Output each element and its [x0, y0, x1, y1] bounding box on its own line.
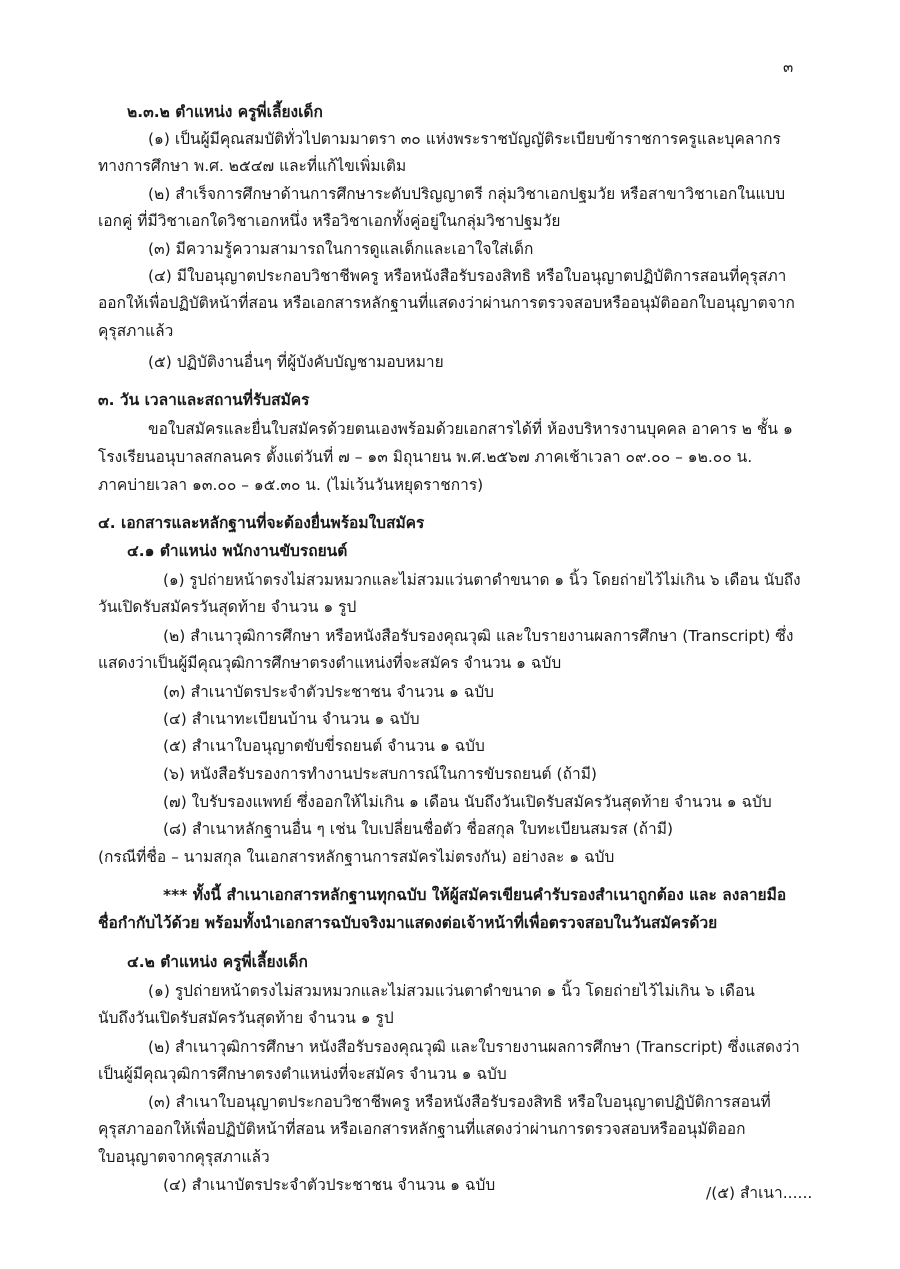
text-line: นับถึงวันเปิดรับสมัครวันสุดท้าย จำนวน ๑ รูป — [98, 1009, 394, 1027]
text-line: (๓) สำเนาใบอนุญาตประกอบวิชาชีพครู หรือหนังสือรับรองสิทธิ หรือใบอนุญาตปฏิบัติการสอนที่ — [148, 1093, 771, 1111]
text-line: (๔) สำเนาบัตรประจำตัวประชาชน จำนวน ๑ ฉบับ — [163, 1176, 496, 1194]
heading-line: ๔.๑ ตำแหน่ง พนักงานขับรถยนต์ — [127, 542, 348, 560]
text-line: (๕) สำเนาใบอนุญาตขับขี่รถยนต์ จำนวน ๑ ฉบับ — [163, 737, 485, 755]
text-line: (๒) สำเนาวุฒิการศึกษา หรือหนังสือรับรองคุณวุฒิ และใบรายงานผลการศึกษา (Transcript) ซึ่ง — [163, 627, 794, 645]
text-line: (๓) มีความรู้ความสามารถในการดูแลเด็กและเอาใจใส่เด็ก — [148, 240, 534, 258]
text-line: ออกให้เพื่อปฏิบัติหน้าที่สอน หรือเอกสารหลักฐานที่แสดงว่าผ่านการตรวจสอบหรืออนุมัติออกใบอนุญาตจาก — [98, 294, 795, 312]
text-line: (๑) รูปถ่ายหน้าตรงไม่สวมหมวกและไม่สวมแว่นตาดำขนาด ๑ นิ้ว โดยถ่ายไว้ไม่เกิน ๖ เดือน — [148, 982, 755, 1000]
text-line: (๑) เป็นผู้มีคุณสมบัติทั่วไปตามมาตรา ๓๐ แห่งพระราชบัญญัติระเบียบข้าราชการครูและบุคลากร — [148, 130, 781, 148]
continuation-note: /(๕) สำเนา...... — [706, 1184, 813, 1202]
text-line: เป็นผู้มีคุณวุฒิการศึกษาตรงตำแหน่งที่จะสมัคร จำนวน ๑ ฉบับ — [98, 1065, 507, 1083]
text-line: (๓) สำเนาบัตรประจำตัวประชาชน จำนวน ๑ ฉบับ — [163, 683, 495, 701]
text-line: ขอใบสมัครและยื่นใบสมัครด้วยตนเองพร้อมด้วยเอกสารได้ที่ ห้องบริหารงานบุคคล อาคาร ๒ ชั้น ๑ — [148, 420, 793, 438]
text-line: (๒) สำเนาวุฒิการศึกษา หนังสือรับรองคุณวุฒิ และใบรายงานผลการศึกษา (Transcript) ซึ่งแสดงว่า — [148, 1038, 800, 1056]
text-line: ใบอนุญาตจากคุรุสภาแล้ว — [98, 1148, 270, 1166]
text-line: ภาคบ่ายเวลา ๑๓.๐๐ – ๑๕.๓๐ น. (ไม่เว้นวันหยุดราชการ) — [98, 476, 484, 494]
heading-line: ๓. วัน เวลาและสถานที่รับสมัคร — [98, 391, 310, 409]
text-line: (๔) สำเนาทะเบียนบ้าน จำนวน ๑ ฉบับ — [163, 710, 420, 728]
heading-line: ๔. เอกสารและหลักฐานที่จะต้องยื่นพร้อมใบสมัคร — [98, 514, 425, 532]
text-line: (กรณีที่ชื่อ – นามสกุล ในเอกสารหลักฐานการสมัครไม่ตรงกัน) อย่างละ ๑ ฉบับ — [98, 848, 615, 866]
heading-line: ชื่อกำกับไว้ด้วย พร้อมทั้งนำเอกสารฉบับจริงมาแสดงต่อเจ้าหน้าที่เพื่อตรวจสอบในวันสมัครด้วย — [98, 914, 718, 932]
text-line: (๒) สำเร็จการศึกษาด้านการศึกษาระดับปริญญาตรี กลุ่มวิชาเอกปฐมวัย หรือสาขาวิชาเอกในแบบ — [148, 185, 786, 203]
heading-line: *** ทั้งนี้ สำเนาเอกสารหลักฐานทุกฉบับ ให้ผู้สมัครเขียนคำรับรองสำเนาถูกต้อง และ ลงลายมือ — [163, 886, 787, 904]
text-line: (๔) มีใบอนุญาตประกอบวิชาชีพครู หรือหนังสือรับรองสิทธิ หรือใบอนุญาตปฏิบัติการสอนที่คุรุสภา — [148, 267, 787, 285]
text-line: (๕) ปฏิบัติงานอื่นๆ ที่ผู้บังคับบัญชามอบหมาย — [148, 353, 444, 371]
text-line: เอกคู่ ที่มีวิชาเอกใดวิชาเอกหนึ่ง หรือวิชาเอกทั้งคู่อยู่ในกลุ่มวิชาปฐมวัย — [98, 212, 561, 230]
text-line: (๖) หนังสือรับรองการทำงานประสบการณ์ในการขับรถยนต์ (ถ้ามี) — [163, 765, 597, 783]
text-line: คุรุสภาออกให้เพื่อปฏิบัติหน้าที่สอน หรือเอกสารหลักฐานที่แสดงว่าผ่านการตรวจสอบหรืออนุมัติออก — [98, 1120, 746, 1138]
heading-line: ๔.๒ ตำแหน่ง ครูพี่เลี้ยงเด็ก — [127, 953, 308, 971]
text-line: (๑) รูปถ่ายหน้าตรงไม่สวมหมวกและไม่สวมแว่นตาดำขนาด ๑ นิ้ว โดยถ่ายไว้ไม่เกิน ๖ เดือน นับถึง — [163, 571, 801, 589]
text-line: (๘) สำเนาหลักฐานอื่น ๆ เช่น ใบเปลี่ยนชื่อตัว ชื่อสกุล ใบทะเบียนสมรส (ถ้ามี) — [163, 820, 674, 838]
page-number: ๓ — [783, 58, 794, 76]
text-line: แสดงว่าเป็นผู้มีคุณวุฒิการศึกษาตรงตำแหน่งที่จะสมัคร จำนวน ๑ ฉบับ — [98, 654, 562, 672]
text-line: โรงเรียนอนุบาลสกลนคร ตั้งแต่วันที่ ๗ – ๑๓ มิถุนายน พ.ศ.๒๕๖๗ ภาคเช้าเวลา ๐๙.๐๐ – ๑๒.๐๐ น. — [98, 448, 753, 466]
text-line: วันเปิดรับสมัครวันสุดท้าย จำนวน ๑ รูป — [98, 598, 357, 616]
text-line: (๗) ใบรับรองแพทย์ ซึ่งออกให้ไม่เกิน ๑ เดือน นับถึงวันเปิดรับสมัครวันสุดท้าย จำนวน ๑ ฉบับ — [163, 793, 772, 811]
text-line: ทางการศึกษา พ.ศ. ๒๕๔๗ และที่แก้ไขเพิ่มเติม — [98, 157, 407, 175]
text-line: คุรุสภาแล้ว — [98, 322, 174, 340]
heading-line: ๒.๓.๒ ตำแหน่ง ครูพี่เลี้ยงเด็ก — [127, 103, 323, 121]
